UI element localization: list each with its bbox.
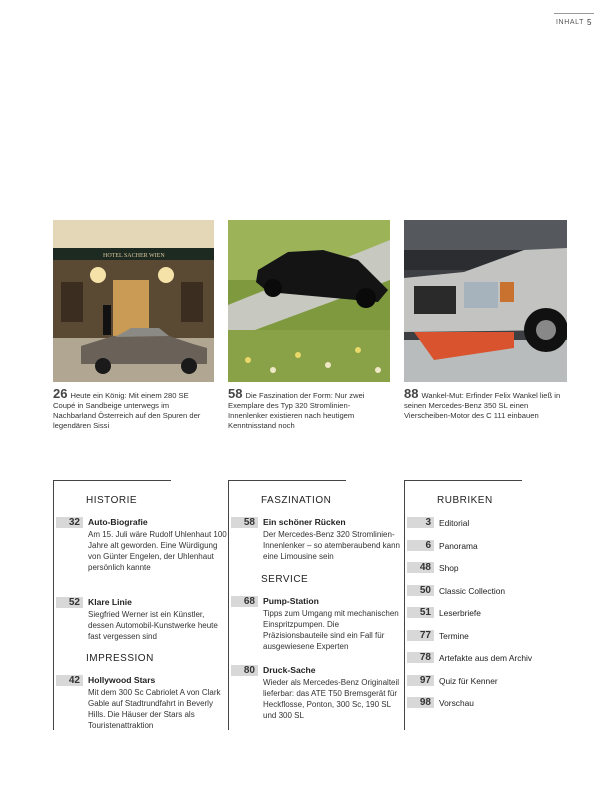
- caption-page: 88: [404, 386, 419, 401]
- rubrik-page: 98: [419, 697, 431, 708]
- entry-title: Klare Linie: [88, 597, 132, 607]
- section-heading-faszination: FASZINATION: [261, 495, 332, 506]
- entry-title: Druck-Sache: [263, 665, 316, 675]
- rubrik-item[interactable]: [404, 697, 580, 709]
- toc-column-1: [53, 480, 229, 730]
- rubrik-page: 6: [425, 540, 431, 551]
- caption-page: 58: [228, 386, 243, 401]
- entry-text: Mit dem 300 Sc Cabriolet A von Clark Gable auf Stadtrundfahrt in Beverly Hills. Die Häuser der Stars als Touristenattraktion: [88, 688, 221, 730]
- photo-hotel-coupe[interactable]: [53, 220, 214, 382]
- rubrik-label: Leserbriefe: [439, 608, 481, 618]
- rubrik-label: Shop: [439, 563, 459, 573]
- rubrik-item[interactable]: [404, 607, 580, 619]
- rubrik-label: Quiz für Kenner: [439, 676, 498, 686]
- entry-title: Ein schöner Rücken: [263, 517, 346, 527]
- rubrik-page: 51: [419, 607, 431, 618]
- entry-title: Hollywood Stars: [88, 675, 156, 685]
- caption-text: Die Faszination der Form: Nur zwei Exemplare des Typ 320 Stromlinien-Innenlenker existieren nach heutigem Kenntnisstand noch: [228, 391, 365, 430]
- column-rule: [53, 480, 171, 481]
- rubrik-page: 3: [425, 517, 431, 528]
- hotel-sign: HOTEL SACHER WIEN: [103, 253, 165, 259]
- rubrik-item[interactable]: [404, 652, 580, 664]
- photo-streamliner[interactable]: [228, 220, 390, 382]
- caption-text: Heute ein König: Mit einem 280 SE Coupé in Sandbeige unterwegs im Nachbarland Österreich auf den Spuren der legendären Sissi: [53, 391, 201, 430]
- entry-page: 68: [243, 596, 255, 607]
- rubrik-page: 77: [419, 630, 431, 641]
- entry-page: 58: [243, 517, 255, 528]
- entry-text: Wieder als Mercedes-Benz Originalteil lieferbar: das ATE T50 Bremsgerät für Heckflosse, Ponton, 300 Sc, 190 SL und 300 SL: [263, 678, 400, 720]
- entry-text: Tipps zum Umgang mit mechanischen Einspritzpumpen. Die Präzisionsbauteile sind ein Fall für ausgewiesene Experten: [263, 609, 399, 651]
- column-rule: [404, 480, 522, 481]
- section-label: INHALT: [556, 19, 584, 26]
- rubrik-label: Classic Collection: [439, 586, 506, 596]
- column-rule: [53, 480, 54, 730]
- entry-page: 80: [243, 665, 255, 676]
- caption-page: 26: [53, 386, 68, 401]
- rubrik-item[interactable]: [404, 517, 580, 529]
- section-heading-rubriken: RUBRIKEN: [437, 495, 493, 506]
- header-rule: [554, 13, 594, 14]
- entry-page: 32: [68, 517, 80, 528]
- rubrik-page: 50: [419, 585, 431, 596]
- section-heading-service: SERVICE: [261, 574, 309, 585]
- rubrik-item[interactable]: [404, 675, 580, 687]
- section-heading-impression: IMPRESSION: [86, 653, 154, 664]
- rubrik-item[interactable]: [404, 540, 580, 552]
- entry-title: Pump-Station: [263, 596, 319, 606]
- rubrik-item[interactable]: [404, 562, 580, 574]
- toc-column-2: [228, 480, 404, 730]
- entry-page: 52: [68, 597, 80, 608]
- caption-photo-2: [228, 386, 388, 431]
- entry-title: Auto-Biografie: [88, 517, 148, 527]
- entry-text: Am 15. Juli wäre Rudolf Uhlenhaut 100 Jahre alt geworden. Eine Würdigung von Günter Engelen, der Uhlenhaut persönlich kannte: [88, 530, 227, 572]
- caption-photo-3: [404, 386, 564, 421]
- column-rule: [228, 480, 229, 730]
- caption-photo-1: [53, 386, 213, 431]
- entry-text: Der Mercedes-Benz 320 Stromlinien-Innenlenker – so atemberaubend kann eine Limousine sein: [263, 530, 400, 561]
- section-heading-historie: HISTORIE: [86, 495, 138, 506]
- photo-350sl[interactable]: [404, 220, 567, 382]
- rubrik-item[interactable]: [404, 630, 580, 642]
- caption-text: Wankel-Mut: Erfinder Felix Wankel ließ in seinen Mercedes-Benz 350 SL einen Vierscheiben-Motor des C 111 einbauen: [404, 391, 561, 420]
- column-rule: [228, 480, 346, 481]
- rubrik-item[interactable]: [404, 585, 580, 597]
- entry-page: 42: [68, 675, 80, 686]
- rubrik-label: Editorial: [439, 518, 470, 528]
- rubrik-label: Artefakte aus dem Archiv: [439, 653, 533, 663]
- rubrik-label: Vorschau: [439, 698, 474, 708]
- rubrik-page: 97: [419, 675, 431, 686]
- entry-text: Siegfried Werner ist ein Künstler, dessen Automobil-Kunstwerke heute fast vergessen sind: [88, 610, 218, 641]
- rubrik-page: 78: [419, 652, 431, 663]
- rubrik-label: Panorama: [439, 541, 478, 551]
- rubrik-page: 48: [419, 562, 431, 573]
- page-number: 5: [587, 18, 592, 27]
- rubrik-label: Termine: [439, 631, 469, 641]
- toc-column-3: [404, 480, 580, 730]
